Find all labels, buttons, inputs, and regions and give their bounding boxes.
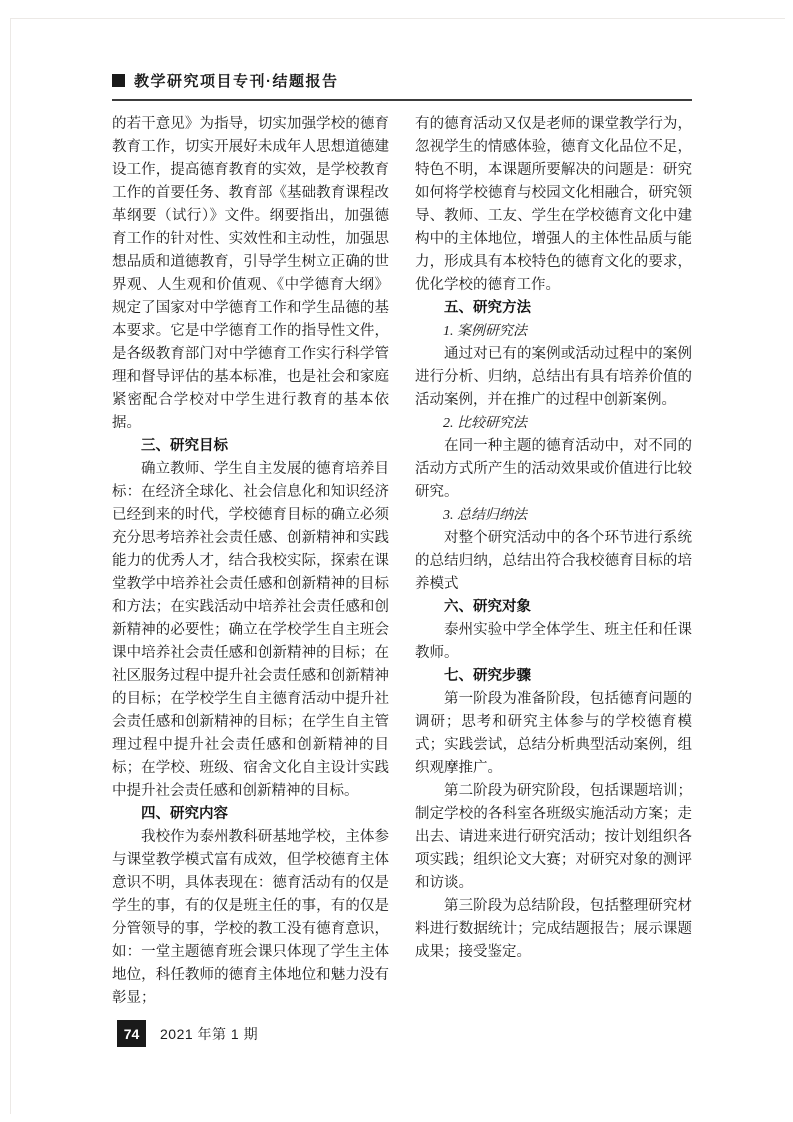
paragraph: 我校作为泰州教科研基地学校，主体参与课堂教学模式富有成效，但学校德育主体意识不明，具体表现在：德育活动有的仅是学生的事，有的仅是班主任的事，有的仅是分管领导的事，学校的教工没有德育意识，如：一堂主题德育班会课只体现了学生主体地位，科任教师的德育主体地位和魅力没有彰显； xyxy=(112,829,389,1006)
page-edge-line-vertical xyxy=(10,18,11,1114)
method-subheading: 2. 比较研究法 xyxy=(443,416,527,431)
header-divider xyxy=(112,99,692,101)
paragraph: 泰州实验中学全体学生、班主任和任课教师。 xyxy=(415,622,692,661)
continued-paragraph: 的若干意见》为指导，切实加强学校的德育教育工作，切实开展好未成年人思想道德建设工作，提高德育教育的实效，是学校教育工作的首要任务、教育部《基础教育课程改革纲要（试行）》文件。纲要指出，加强德育工作的针对性、实效性和主动性，加强思想品质和道德教育，引导学生树立正确的世界观、人生观和价值观、《中学德育大纲》规定了国家对中学德育工作和学生品德的基本要求。它是中学德育工作的指导性文件，是各级教育部门对中学德育工作实行科学管理和督导评估的基本标准，也是社会和家庭紧密配合学校对中学生进行教育的基本依据。 xyxy=(112,116,389,431)
page-footer xyxy=(117,1020,258,1047)
page-edge-line-horizontal xyxy=(10,18,785,19)
section-heading: 五、研究方法 xyxy=(444,300,531,316)
page-number-box xyxy=(117,1020,146,1047)
header-title: 教学研究项目专刊·结题报告 xyxy=(134,73,339,90)
paragraph: 确立教师、学生自主发展的德育培养目标：在经济全球化、社会信息化和知识经济已经到来的时代，学校德育目标的确立必须充分思考培养社会责任感、创新精神和实践能力的优秀人才，结合我校实际，探索在课堂教学中培养社会责任感和创新精神的目标和方法；在实践活动中培养社会责任感和创新精神的必要性；确立在学校学生自主班会课中培养社会责任感和创新精神的目标；在社区服务过程中提升社会责任感和创新精神的目标；在学校学生自主德育活动中提升社会责任感和创新精神的目标；在学生自主管理过程中提升社会责任感和创新精神的目标；在学校、班级、宿舍文化自主设计实践中提升社会责任感和创新精神的目标。 xyxy=(112,461,389,799)
paragraph: 第一阶段为准备阶段，包括德育问题的调研；思考和研究主体参与的学校德育模式；实践尝试，总结分析典型活动案例，组织观摩推广。 xyxy=(415,691,692,776)
section-heading: 四、研究内容 xyxy=(141,806,228,822)
page-header xyxy=(112,70,692,101)
method-subheading: 1. 案例研究法 xyxy=(443,324,527,339)
paragraph: 对整个研究活动中的各个环节进行系统的总结归纳，总结出符合我校德育目标的培养模式 xyxy=(415,530,692,592)
left-column xyxy=(112,113,389,1010)
black-square-icon xyxy=(112,74,125,87)
page-number: 74 xyxy=(123,1025,140,1042)
right-column xyxy=(415,113,692,1010)
paragraph: 第三阶段为总结阶段，包括整理研究材料进行数据统计；完成结题报告；展示课题成果；接受鉴定。 xyxy=(415,898,692,960)
method-subheading: 3. 总结归纳法 xyxy=(443,508,527,523)
paragraph: 在同一种主题的德育活动中，对不同的活动方式所产生的活动效果或价值进行比较研究。 xyxy=(415,438,692,500)
paragraph: 第二阶段为研究阶段，包括课题培训；制定学校的各科室各班级实施活动方案；走出去、请进来进行研究活动；按计划组织各项实践；组织论文大赛；对研究对象的测评和访谈。 xyxy=(415,783,692,891)
paragraph: 通过对已有的案例或活动过程中的案例进行分析、归纳，总结出有具有培养价值的活动案例，并在推广的过程中创新案例。 xyxy=(415,346,692,408)
header-title-row xyxy=(112,70,692,91)
section-heading: 六、研究对象 xyxy=(444,599,531,615)
section-heading: 七、研究步骤 xyxy=(444,668,531,684)
two-column-body xyxy=(112,113,692,1010)
continued-paragraph: 有的德育活动又仅是老师的课堂教学行为，忽视学生的情感体验，德育文化品位不足，特色不明，本课题所要解决的问题是：研究如何将学校德育与校园文化相融合，研究领导、教师、工友、学生在学校德育文化中建构中的主体地位，增强人的主体性品质与能力，形成具有本校特色的德育文化的要求，优化学校的德育工作。 xyxy=(415,116,692,293)
section-heading: 三、研究目标 xyxy=(141,438,228,454)
issue-label: 2021 年第 1 期 xyxy=(160,1025,259,1042)
